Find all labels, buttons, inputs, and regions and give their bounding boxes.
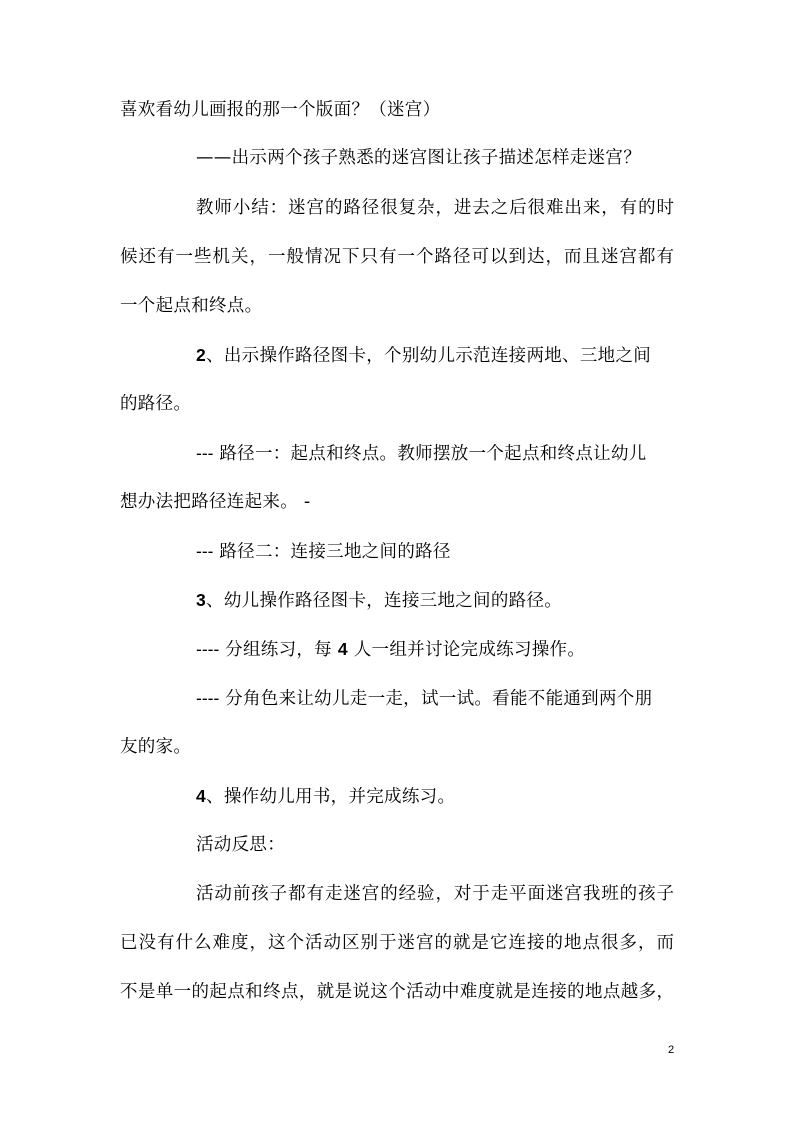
text-line-7-content: 的路径。 xyxy=(120,394,192,414)
text-line-1-content: 喜欢看幼儿画报的那一个版面？（迷宫） xyxy=(120,100,441,120)
text-line-2-content: ——出示两个孩子熟悉的迷宫图让孩子描述怎样走迷宫？ xyxy=(196,148,641,168)
text-line-2 xyxy=(196,146,641,170)
step-number-3: 3 xyxy=(196,590,207,610)
text-line-3 xyxy=(196,196,674,220)
text-line-12-part-2: 人一组并讨论完成练习操作。 xyxy=(347,640,586,660)
text-line-5 xyxy=(120,294,262,318)
text-line-18-content: 已没有什么难度，这个活动区别于迷宫的就是它连接的地点很多，而 xyxy=(120,933,674,953)
text-line-9-content: 想办法把路径连起来。 - xyxy=(120,492,311,512)
text-line-9 xyxy=(120,490,310,514)
text-line-5-content: 一个起点和终点。 xyxy=(120,296,263,316)
text-line-15-content: 、操作幼儿用书，并完成练习。 xyxy=(206,787,456,807)
text-line-12 xyxy=(196,637,585,662)
text-line-15 xyxy=(196,784,455,809)
text-line-13 xyxy=(196,686,652,711)
text-line-12-part-1: 分组练习，每 xyxy=(219,640,338,660)
text-line-13-content: 分角色来让幼儿走一走，试一试。看能不能通到两个朋 xyxy=(219,689,653,709)
text-line-1 xyxy=(120,98,440,122)
text-line-19-content: 不是单一的起点和终点，就是说这个活动中难度就是连接的地点越多， xyxy=(120,982,674,1002)
text-line-7 xyxy=(120,392,191,416)
text-line-16 xyxy=(196,833,285,857)
text-line-11 xyxy=(196,588,562,613)
text-line-17-content: 活动前孩子都有走迷宫的经验，对于走平面迷宫我班的孩子 xyxy=(196,884,674,904)
text-line-14-content: 友的家。 xyxy=(120,737,192,757)
text-line-3-content: 教师小结：迷宫的路径很复杂，进去之后很难出来，有的时 xyxy=(196,198,674,218)
text-line-10-content: 路径二：连接三地之间的路径 xyxy=(213,542,451,562)
text-line-11-content: 、幼儿操作路径图卡，连接三地之间的路径。 xyxy=(206,591,563,611)
text-line-16-content: 活动反思： xyxy=(196,835,285,855)
text-line-19 xyxy=(120,980,674,1004)
group-size-number: 4 xyxy=(337,639,348,659)
text-line-18 xyxy=(120,931,674,955)
dash-marker-2: --- xyxy=(196,541,214,561)
text-line-6-content: 、出示操作路径图卡，个别幼儿示范连接两地、三地之间 xyxy=(206,346,652,366)
text-line-8 xyxy=(196,441,647,466)
text-line-14 xyxy=(120,735,191,759)
text-line-4-content: 候还有一些机关，一般情况下只有一个路径可以到达，而且迷宫都有 xyxy=(120,247,674,267)
page-number: 2 xyxy=(668,1044,675,1056)
text-line-4 xyxy=(120,245,674,269)
dash-marker-4: ---- xyxy=(196,688,220,708)
text-line-10 xyxy=(196,539,451,564)
dash-marker-3: ---- xyxy=(196,639,220,659)
text-line-6 xyxy=(196,343,651,368)
step-number-4: 4 xyxy=(196,786,207,806)
step-number-2: 2 xyxy=(196,345,207,365)
text-line-17 xyxy=(196,882,674,906)
text-line-8-content: 路径一：起点和终点。教师摆放一个起点和终点让幼儿 xyxy=(213,444,647,464)
dash-marker-1: --- xyxy=(196,443,214,463)
